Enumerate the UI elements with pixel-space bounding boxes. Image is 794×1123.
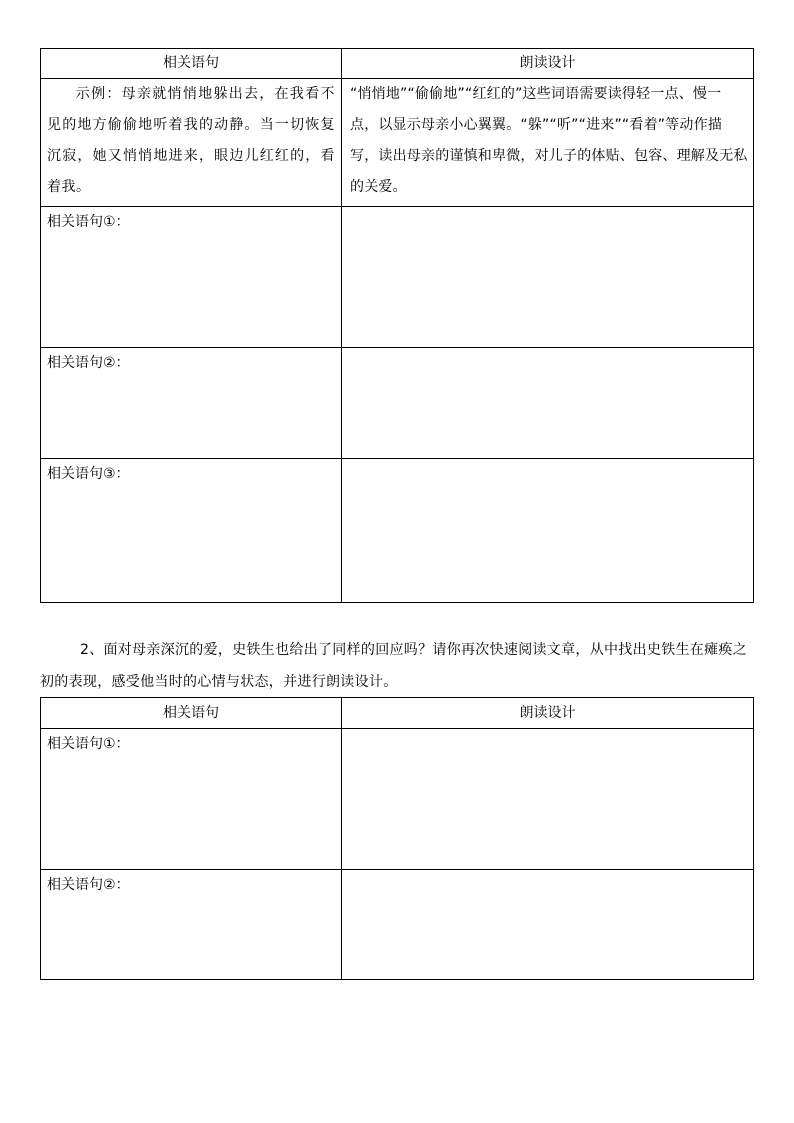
reading-design-1-field[interactable] xyxy=(342,729,754,870)
header-related-sentence: 相关语句 xyxy=(41,49,342,79)
example-sentence: 示例：母亲就悄悄地躲出去，在我看不见的地方偷偷地听着我的动静。当一切恢复沉寂，她又悄悄地进来，眼边儿红红的，看着我。 xyxy=(47,86,335,195)
reading-design-2-field[interactable] xyxy=(342,348,754,459)
reading-design-table-1 xyxy=(40,48,754,603)
example-sentence-cell xyxy=(41,79,342,207)
header-reading-design: 朗读设计 xyxy=(342,49,754,79)
reading-design-1-field[interactable] xyxy=(342,207,754,348)
related-sentence-2-label: 相关语句②： xyxy=(41,348,342,459)
related-sentence-2-label: 相关语句②： xyxy=(41,870,342,980)
reading-design-table-2 xyxy=(40,697,754,980)
table-row xyxy=(41,207,754,348)
table-header-row xyxy=(41,698,754,729)
related-sentence-3-label: 相关语句③： xyxy=(41,459,342,603)
table-row xyxy=(41,348,754,459)
example-design-cell xyxy=(342,79,754,207)
example-row xyxy=(41,79,754,207)
related-sentence-1-label: 相关语句①： xyxy=(41,207,342,348)
question-2-text: 2、面对母亲深沉的爱，史铁生也给出了同样的回应吗？请你再次快速阅读文章，从中找出史铁生在瘫痪之初的表现，感受他当时的心情与状态，并进行朗读设计。 xyxy=(40,642,748,690)
table-row xyxy=(41,459,754,603)
example-design: “悄悄地”“偷偷地”“红红的”这些词语需要读得轻一点、慢一点，以显示母亲小心翼翼。“躲”“听”“进来”“看着”等动作描写，读出母亲的谨慎和卑微，对儿子的体贴、包容、理解及无私的关爱。 xyxy=(350,86,748,195)
reading-design-3-field[interactable] xyxy=(342,459,754,603)
header-reading-design: 朗读设计 xyxy=(342,698,754,729)
related-sentence-1-label: 相关语句①： xyxy=(41,729,342,870)
reading-design-2-field[interactable] xyxy=(342,870,754,980)
table-row xyxy=(41,729,754,870)
table-header-row xyxy=(41,49,754,79)
header-related-sentence: 相关语句 xyxy=(41,698,342,729)
table-row xyxy=(41,870,754,980)
